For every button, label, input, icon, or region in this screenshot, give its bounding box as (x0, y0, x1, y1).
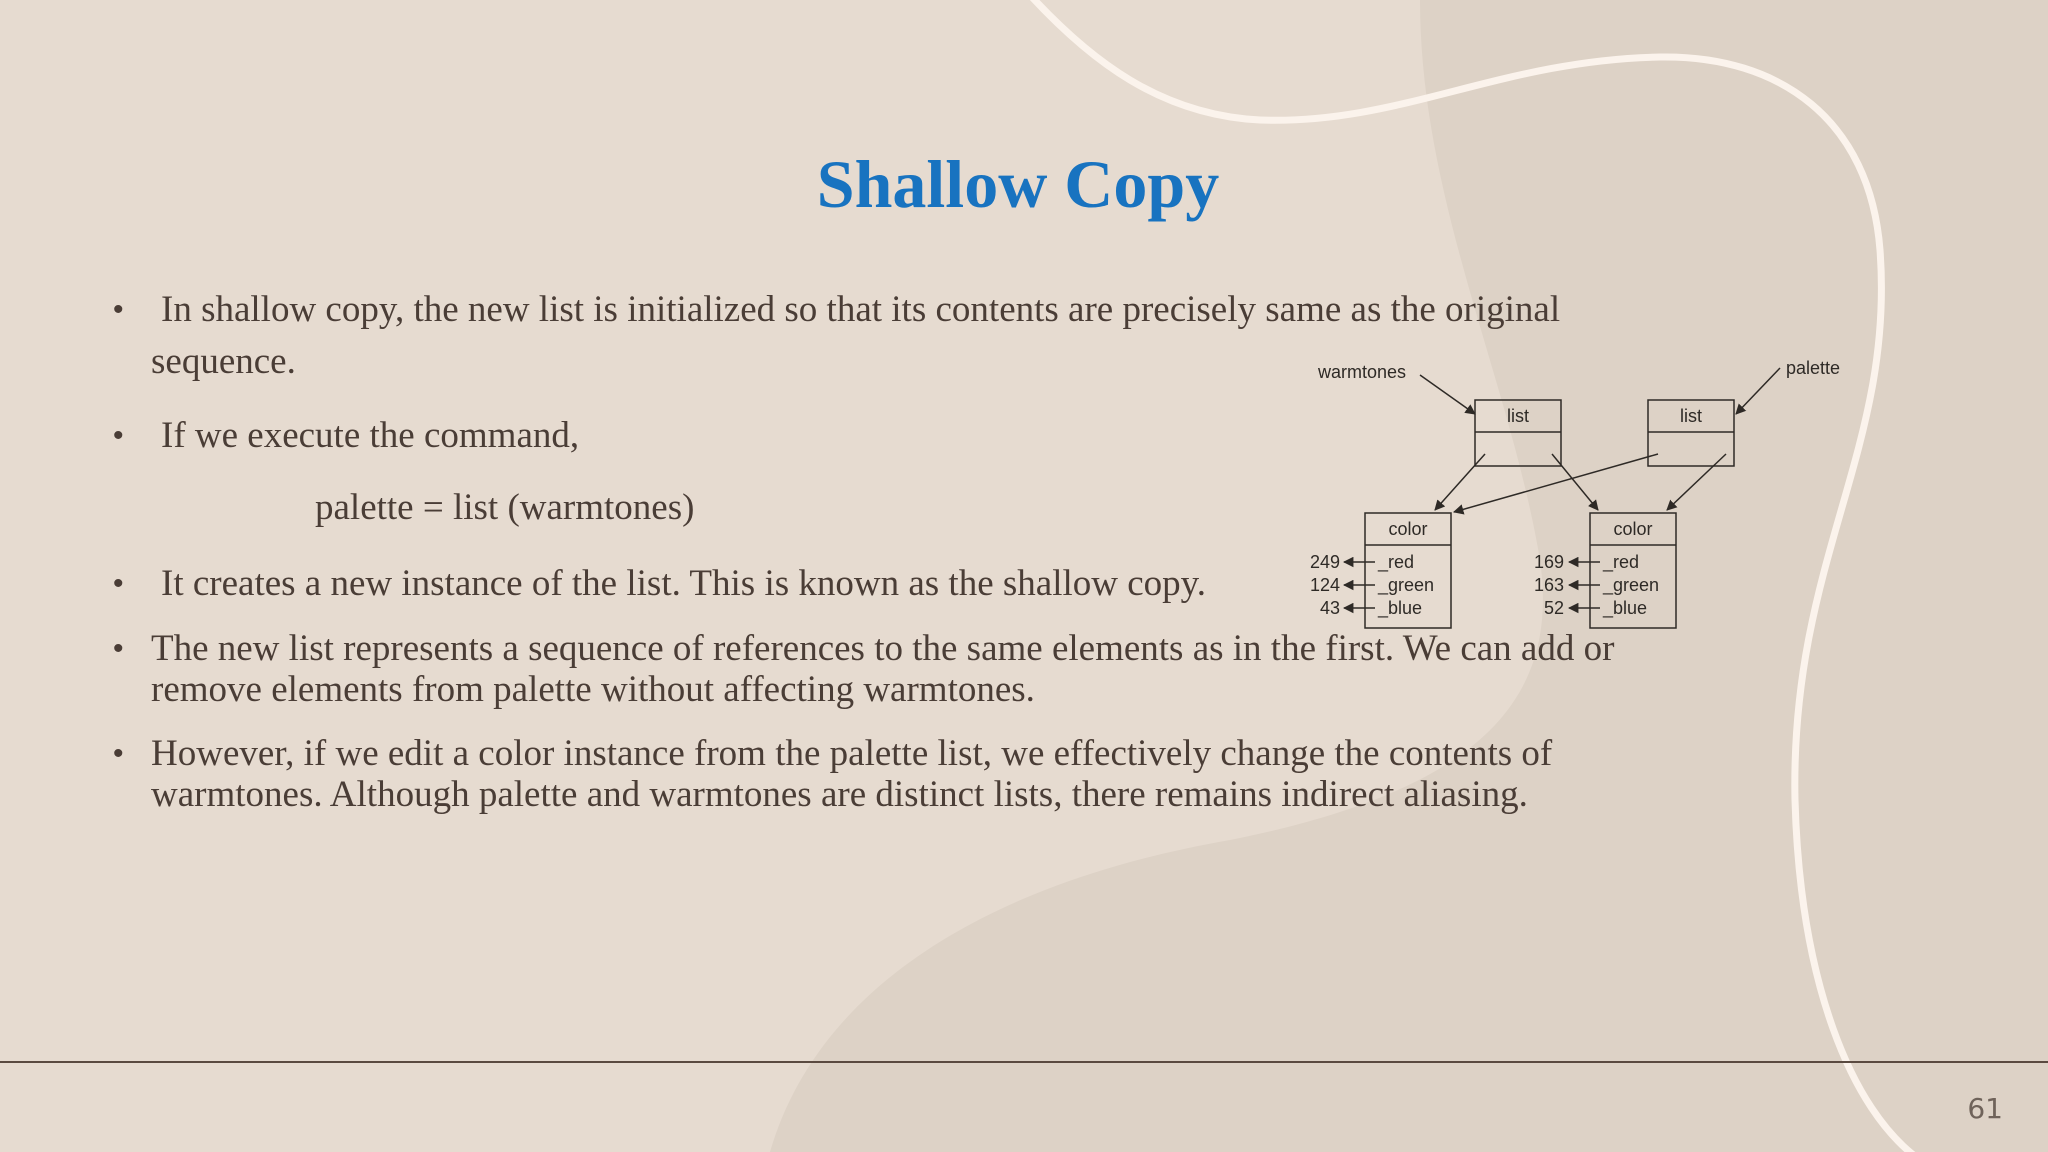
bullet-marker: • (113, 293, 124, 326)
warmtones-label: warmtones (1318, 362, 1407, 382)
value-red-left: 249 (1309, 552, 1340, 572)
value-red-right: 169 (1533, 552, 1564, 572)
bullet-3-text: It creates a new instance of the list. This is known as the shallow copy. (161, 563, 1206, 604)
bullet-4 (113, 628, 1651, 710)
shallow-copy-diagram (1290, 350, 1870, 640)
palette-label: palette (1786, 358, 1841, 378)
bullet-1-text: In shallow copy, the new list is initialized so that its contents are precisely same as the original sequence. (151, 289, 1561, 382)
bullet-marker: • (113, 567, 124, 600)
bullet-3 (113, 558, 1301, 610)
field-green-left: _green (1378, 575, 1435, 595)
value-blue-left: 43 (1319, 598, 1340, 618)
page-number: 61 (1967, 1092, 2003, 1125)
field-green-right: _green (1603, 575, 1660, 595)
bullet-marker: • (113, 737, 124, 770)
warmtones-list-label: list (1507, 406, 1529, 426)
slide-title: Shallow Copy (816, 146, 1220, 222)
bullet-2 (113, 410, 1151, 462)
field-red-left: _red (1378, 552, 1415, 572)
bullet-5-text: However, if we edit a color instance from the palette list, we effectively change the contents of warmtones. Although palette and warmtones are distinct lists, there remains indirect aliasing. (151, 733, 1553, 815)
color-right-label: color (1613, 519, 1653, 539)
value-blue-right: 52 (1543, 598, 1564, 618)
footer-divider (0, 1061, 2048, 1063)
field-blue-left: _blue (1378, 598, 1423, 618)
bullet-marker: • (113, 632, 124, 665)
warmtones-pointer (1420, 375, 1475, 414)
bullet-4-text: The new list represents a sequence of references to the same elements as in the first. We can add or remove elements from palette without affecting warmtones. (151, 628, 1615, 710)
field-red-right: _red (1603, 552, 1640, 572)
bullet-2-text: If we execute the command, (161, 415, 580, 456)
field-blue-right: _blue (1603, 598, 1648, 618)
bullet-5 (113, 733, 1651, 815)
code-line: palette = list (warmtones) (315, 487, 695, 528)
palette-pointer (1736, 368, 1780, 414)
value-green-right: 163 (1533, 575, 1564, 595)
color-left-label: color (1388, 519, 1428, 539)
palette-list-label: list (1680, 406, 1702, 426)
value-green-left: 124 (1309, 575, 1340, 595)
bullet-marker: • (113, 419, 124, 452)
